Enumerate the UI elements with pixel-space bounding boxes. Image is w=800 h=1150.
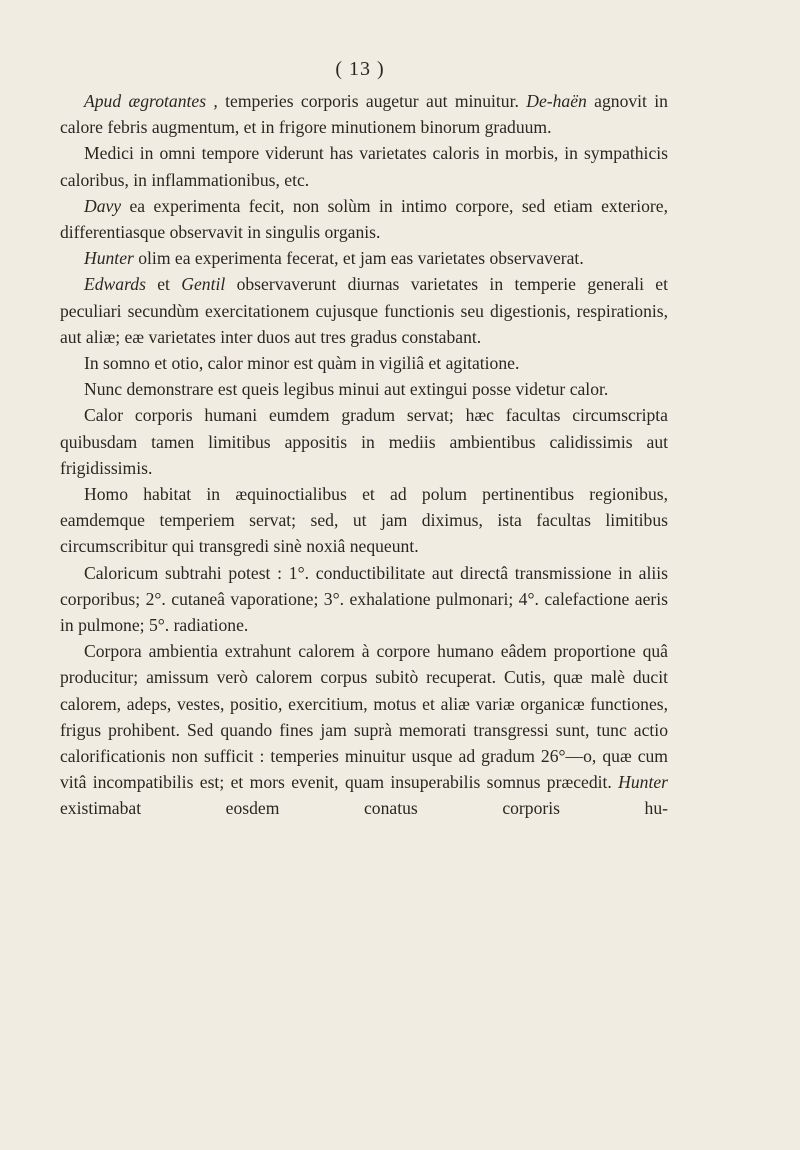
body-text: [60, 88, 668, 822]
paragraph: [60, 560, 668, 639]
italic-name: Edwards: [84, 274, 146, 295]
text-segment: Homo habitat in æquinoctialibus et ad polum pertinentibus regionibus, eamdemque temperiem servat; sed, ut jam diximus, ista facultas limitibus circumscribitur qui transgredi sinè noxiâ nequeunt.: [60, 484, 668, 557]
paragraph: [60, 481, 668, 560]
italic-name: Gentil: [181, 274, 226, 295]
page-number: ( 13 ): [335, 58, 385, 80]
text-segment: observaverunt diurnas varietates in temperie generali et peculiari secundùm exercitationem cujusque functionis seu digestionis, respirationis, aut aliæ; eæ varietates inter duos aut tres gradus constabant.: [60, 274, 668, 347]
paragraph: [60, 350, 668, 376]
text-segment: temperies corporis augetur aut minuitur.: [217, 91, 527, 111]
paragraph: [60, 271, 668, 350]
text-segment: Caloricum subtrahi potest : 1°. conductibilitate aut directâ transmissione in aliis corporibus; 2°. cutaneâ vaporatione; 3°. exhalatione pulmonari; 4°. calefactione aeris in pulmone; 5°. radiatione.: [60, 562, 668, 636]
text-segment: olim ea experimenta fecerat, et jam eas varietates observaverat.: [133, 248, 584, 269]
paragraph: [60, 402, 668, 481]
text-segment: agnovit in calore febris augmentum, et in frigore minutionem binorum graduum.: [60, 91, 668, 138]
italic-name: Hunter: [84, 248, 134, 269]
italic-name: Apud ægrotantes ,: [84, 91, 218, 111]
paragraph: [60, 193, 668, 245]
italic-name: Hunter: [618, 772, 668, 793]
italic-name: De-haën: [526, 91, 587, 111]
text-segment: Corpora ambientia extrahunt calorem à corpore humano eâdem proportione quâ producitur; amissum verò calorem corpus subitò recuperat. Cutis, quæ malè ducit calorem, adeps, vestes, positio, exercitium, motus et aliæ variæ organicæ functiones, frigus prohibent. Sed quando fines jam suprà memorati transgressi sunt, tunc actio calorificationis non sufficit : temperies minuitur usque ad gradum 26°—o, quæ cum vitâ incompatibilis est; et mors evenit, quam insuperabilis somnus præcedit.: [60, 641, 668, 793]
text-segment: et: [145, 274, 182, 295]
paragraph: [60, 638, 668, 821]
text-segment: existimabat eosdem conatus corporis hu-: [60, 798, 668, 819]
text-segment: ea experimenta fecit, non solùm in intimo corpore, sed etiam exteriore, differentiasque observavit in singulis organis.: [60, 195, 668, 243]
paragraph: [60, 376, 668, 402]
text-segment: Nunc demonstrare est queis legibus minui aut extingui posse videtur calor.: [84, 379, 609, 400]
paragraph: [60, 140, 668, 192]
text-segment: In somno et otio, calor minor est quàm in vigiliâ et agitatione.: [84, 353, 520, 374]
paragraph: [60, 245, 668, 271]
text-segment: Medici in omni tempore viderunt has varietates caloris in morbis, in sympathicis caloribus, in inflammationibus, etc.: [60, 143, 668, 190]
paragraph: [60, 88, 668, 140]
italic-name: Davy: [84, 195, 122, 216]
text-segment: Calor corporis humani eumdem gradum servat; hæc facultas circumscripta quibusdam tamen limitibus appositis in mediis ambientibus calidissimis aut frigidissimis.: [60, 405, 668, 478]
